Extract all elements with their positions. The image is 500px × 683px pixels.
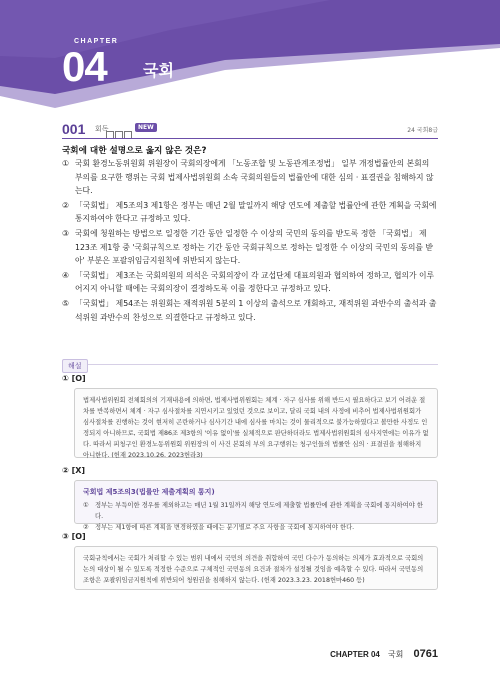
option-2	[62, 199, 438, 226]
answer-text: 법제사법위원회 전체회의의 기재내용에 의하면, 법제사법위원회는 체계 · 자구 심사를 위해 반드시 필요하다고 보기 어려운 절차를 반복하면서 체계 · 자구 심사절차를 지연시키고 있었던 것으로 보이고, 달리 국회 내의 사정에 비추어 법제사법위원회가 심사절차를 진행하는 것이 현저히 곤란하거나 심사기간 내에 심사를 마치는 것이 물리적으로 불가능하였다고 볼만한 사정도 인정되지 아니하므로, 국회법 제86조 제3항의 '이유 없이'를 실체적으로 판단하더라도 법제사법위원회의 심사지연에는 이유가 없다. 따라서 피청구인 환경노동위원회 위원장의 이 사건 본회의 부의 요구행위는 청구인들의 법률안 심의 · 표결권을 침해하지 아니한다. (헌재 2023.10.26. 2023헌라3)	[83, 397, 429, 459]
answer-3-heading	[62, 532, 86, 541]
clause-text: 정부는 부득이한 경우를 제외하고는 매년 1월 31일까지 해당 연도에 제출할 법률안에 관한 계획을 국회에 통지하여야 한다.	[95, 502, 423, 520]
option-3	[62, 227, 438, 268]
round-checkboxes	[106, 124, 133, 143]
answer-2-heading	[62, 466, 85, 475]
answer-2-box	[74, 480, 438, 531]
explanation-label: 해설	[62, 359, 88, 373]
answer-mark: [X]	[71, 466, 86, 475]
answer-number: ③	[62, 532, 69, 541]
clause-text: 정부는 제1항에 따른 계획을 변경하였을 때에는 분기별로 주요 사항을 국회에 통지하여야 한다.	[95, 524, 355, 531]
answer-number: ②	[62, 466, 69, 475]
question-source: 24 국회8급	[407, 127, 438, 134]
clause-number: ②	[83, 524, 89, 531]
question-number: 001	[62, 121, 86, 137]
answer-text: 국회규칙에서는 국회가 처리할 수 있는 범위 내에서 국민의 의견을 취합하여 국민 다수가 동의하는 의제가 효과적으로 국회의 논의 대상이 될 수 있도록 적정한 수준으로 구체적인 국민동의 요건과 절차가 설정될 것임을 예측할 수 있다. 따라서 국민동의조항은 포괄위임금지원칙에 위반되어 청원권을 침해하지 않는다. (헌재 2023.3.23. 2018헌마460 등)	[83, 555, 424, 584]
chapter-label: CHAPTER	[74, 38, 119, 45]
option-number: ③	[62, 228, 69, 238]
footer-chapter: CHAPTER 04	[330, 650, 380, 659]
explanation-divider	[62, 364, 438, 365]
chapter-number: 04	[62, 43, 107, 90]
law-article-title: 국회법 제5조의3(법률안 제출계획의 통지)	[83, 488, 215, 496]
option-1	[62, 157, 438, 198]
chapter-header	[0, 0, 500, 108]
answer-1-box	[74, 388, 438, 458]
answer-3-box	[74, 546, 438, 590]
round-label: 회독	[95, 125, 109, 133]
page-number: 0761	[413, 648, 438, 660]
option-number: ②	[62, 200, 69, 210]
footer-chapter-title: 국회	[387, 650, 404, 659]
option-text: 「국회법」 제54조는 위원회는 재적위원 5분의 1 이상의 출석으로 개회하고, 재적위원 과반수의 출석과 출석위원 과반수의 찬성으로 의결한다고 규정하고 있다.	[75, 298, 437, 322]
option-number: ①	[62, 159, 69, 168]
law-clause	[83, 500, 429, 522]
option-number: ④	[62, 270, 69, 280]
answer-mark: [O]	[71, 374, 86, 383]
question-stem: 국회에 대한 설명으로 옳지 않은 것은?	[62, 146, 207, 156]
option-text: 「국회법」 제3조는 국회의원의 의석은 국회의장이 각 교섭단체 대표의원과 협의하여 정하고, 협의가 이루어지지 아니할 때에는 국회의장이 결정하도록 이를 정한다고 규정하고 있다.	[75, 270, 435, 294]
option-4	[62, 269, 438, 296]
law-clause	[83, 522, 429, 533]
option-text: 국회에 청원하는 방법으로 일정한 기간 동안 일정한 수 이상의 국민의 동의를 받도록 정한 「국회법」 제123조 제1항 중 '국회규칙으로 정하는 기간 동안 국회규칙으로 정하는 일정한 수 이상의 국민의 동의를 받아' 부분은 포괄위임금지원칙에 위반되지 않는다.	[75, 228, 433, 266]
question-divider	[62, 138, 438, 139]
answer-1-heading	[62, 374, 86, 383]
answer-number: ①	[62, 374, 69, 383]
chapter-title: 국회	[143, 61, 174, 80]
answer-mark: [O]	[71, 532, 86, 541]
option-5	[62, 297, 438, 324]
question-header	[62, 123, 438, 137]
option-text: 국회 환경노동위원회 위원장이 국회의장에게 「노동조합 및 노동관계조정법」 일부 개정법률안의 본회의 부의를 요구한 행위는 국회 법제사법위원회 소속 국회의원들의 법률안에 대한 심의 · 표결권을 침해하지 않는다.	[75, 159, 434, 196]
option-text: 「국회법」 제5조의3 제1항은 정부는 매년 2월 말일까지 해당 연도에 제출할 법률안에 관한 계획을 국회에 통지하여야 한다고 규정하고 있다.	[75, 200, 437, 224]
new-badge: NEW	[135, 123, 157, 132]
option-list	[62, 157, 438, 325]
option-number: ⑤	[62, 298, 69, 308]
clause-number: ①	[83, 502, 89, 509]
page-footer	[330, 642, 438, 661]
